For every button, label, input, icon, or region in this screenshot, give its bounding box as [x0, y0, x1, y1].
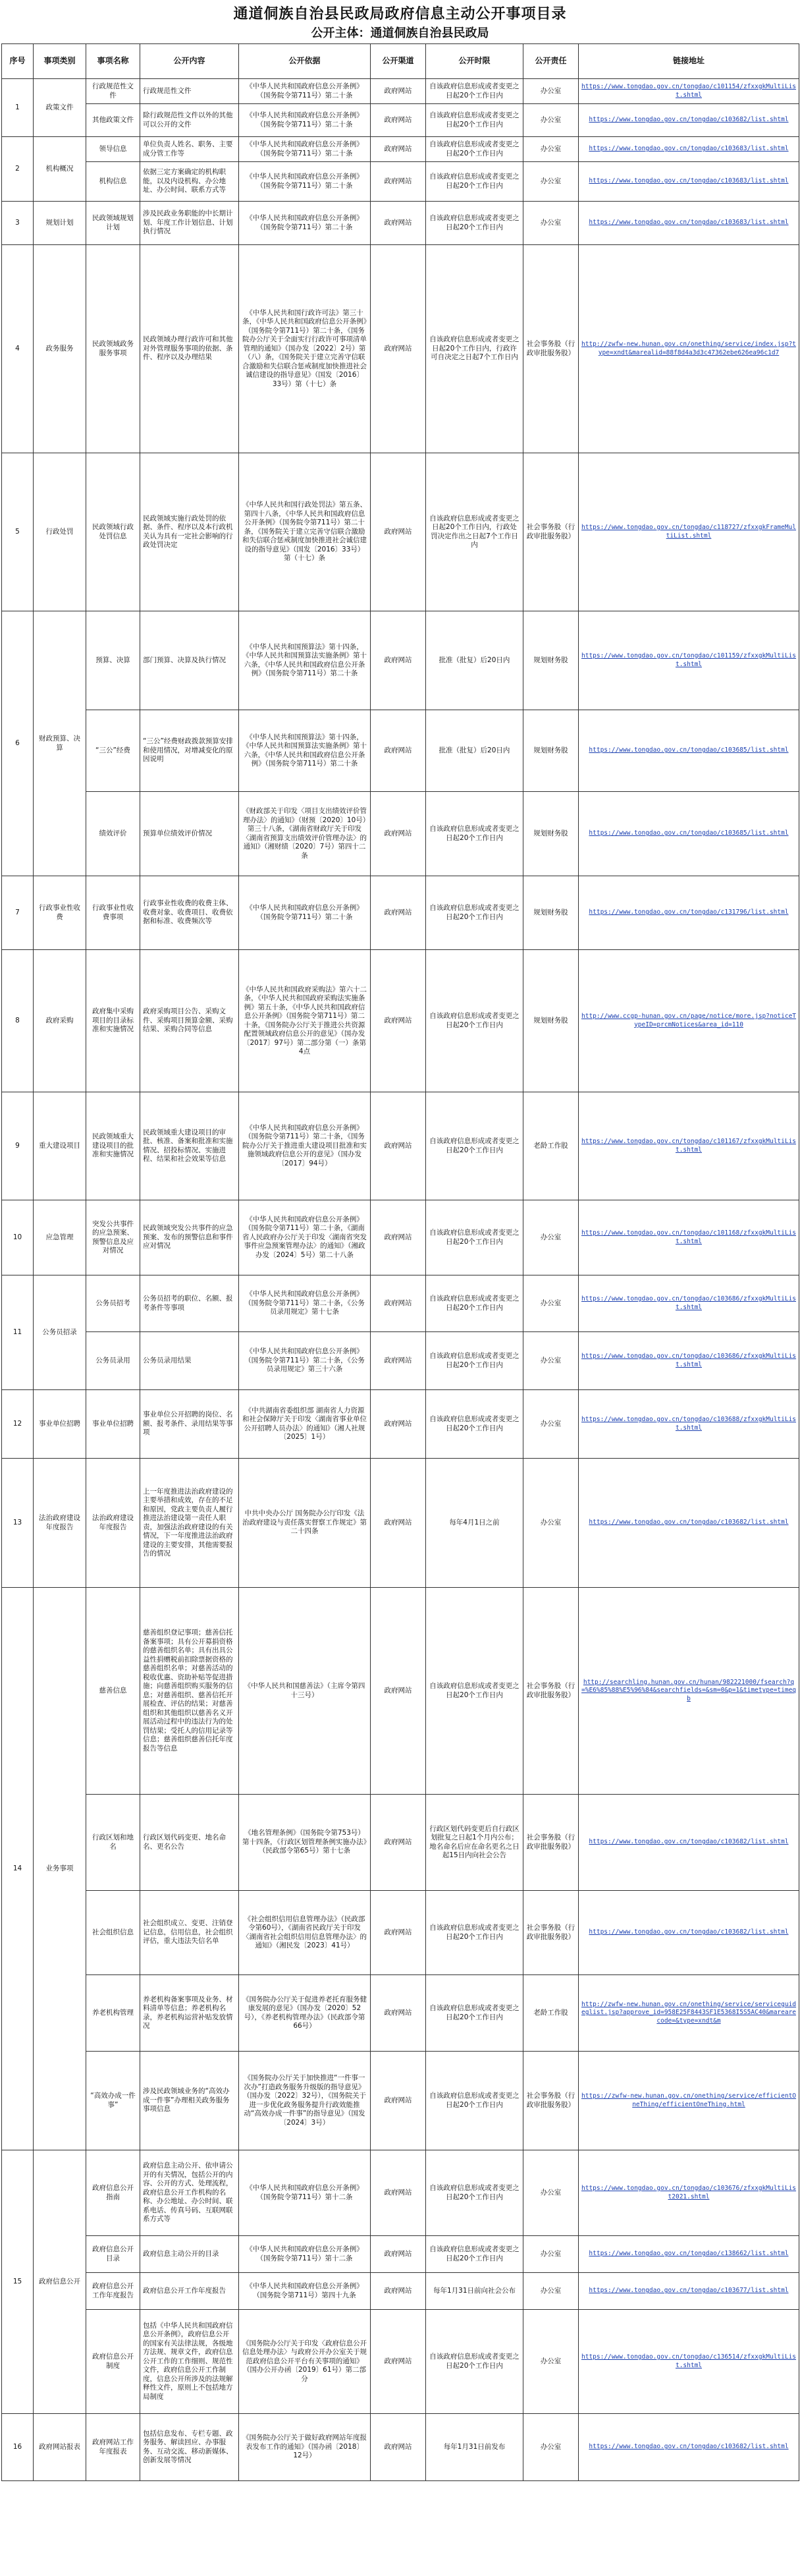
table-header-row: [2, 44, 799, 79]
table-row: [2, 1891, 799, 1975]
cell-content: 包括《中华人民共和国政府信息公开条例》，政府信息公开的国家有关法律法规，各级地方法规、规章文件，政府信息公开工作的工作细则、规范性文件，政府信息公开工作制度，信息公开所涉及的法规解释性文件，原则上不包括地方局制度: [140, 2310, 239, 2414]
cell-channel: 政府网站: [371, 1332, 426, 1390]
table-row: [2, 1390, 799, 1459]
link-url[interactable]: https://www.tongdao.gov.cn/tongdao/c101167/zfxxgkMultiList.shtml: [581, 1138, 797, 1154]
link-url[interactable]: https://www.tongdao.gov.cn/tongdao/c131796/list.shtml: [589, 909, 789, 916]
cell-category: 业务事项: [34, 1588, 86, 2150]
table-row: [2, 162, 799, 202]
cell-time-limit: 自该政府信息形成或者变更之日起20个工作日内: [426, 1588, 523, 1795]
cell-link: [579, 710, 799, 792]
cell-channel: 政府网站: [371, 1200, 426, 1275]
cell-responsibility: 规划财务股: [523, 950, 579, 1092]
table-row: [2, 2236, 799, 2273]
link-url[interactable]: https://www.tongdao.gov.cn/tongdao/c103686/zfxxgkMultiList.shtml: [581, 1353, 797, 1368]
table-row: [2, 876, 799, 950]
cell-channel: 政府网站: [371, 79, 426, 104]
cell-link: [579, 1588, 799, 1795]
table-row: [2, 245, 799, 453]
cell-responsibility: 办公室: [523, 2273, 579, 2310]
cell-category: 政策文件: [34, 79, 86, 137]
cell-time-limit: 自该政府信息形成或者变更之日起20个工作日内: [426, 2310, 523, 2414]
cell-channel: 政府网站: [371, 104, 426, 137]
cell-item-name: 政府信息公开制度: [86, 2310, 140, 2414]
cell-responsibility: 社会事务股（行政审批服务股）: [523, 245, 579, 453]
cell-content: 政府采购项目公告、采购文件、采购项目预算金额、采购结果、采购合同等信息: [140, 950, 239, 1092]
header-responsibility: 公开责任: [523, 44, 579, 79]
cell-link: [579, 876, 799, 950]
cell-seq: 1: [2, 79, 34, 137]
cell-category: 行政事业性收费: [34, 876, 86, 950]
cell-category: 应急管理: [34, 1200, 86, 1275]
cell-seq: 14: [2, 1588, 34, 2150]
cell-category: 行政处罚: [34, 453, 86, 611]
cell-category: 法治政府建设年度报告: [34, 1459, 86, 1588]
cell-responsibility: 老龄工作股: [523, 1975, 579, 2052]
cell-link: [579, 1092, 799, 1200]
cell-content: 涉及民政业务职能的中长期计划、年度工作计划信息、计划执行情况: [140, 202, 239, 245]
cell-channel: 政府网站: [371, 1588, 426, 1795]
cell-seq: 3: [2, 202, 34, 245]
cell-item-name: 法治政府建设年度报告: [86, 1459, 140, 1588]
cell-channel: 政府网站: [371, 453, 426, 611]
cell-content: 预算单位绩效评价情况: [140, 792, 239, 876]
table-row: [2, 950, 799, 1092]
cell-content: 包括信息发布、专栏专题、政务服务、解读回应、办事服务、互动交流、移动新媒体、创新发展等情况: [140, 2414, 239, 2481]
table-row: [2, 1588, 799, 1795]
cell-content: 事业单位公开招聘的岗位、名额、报考条件、录用结果等事项: [140, 1390, 239, 1459]
cell-basis: 《中华人民共和国政府信息公开条例》（国务院令第711号）第二十条，《公务员录用规定》第十七条: [239, 1275, 371, 1332]
cell-responsibility: 办公室: [523, 2310, 579, 2414]
cell-content: 民政领域重大建设项目的审批、核准、备案和批准和实施情况、招投标情况、实施进程、结果和社会效果等信息: [140, 1092, 239, 1200]
link-url[interactable]: https://zwfw-new.hunan.gov.cn/onething/service/efficientOneThing/efficientOneThing.html: [581, 2092, 797, 2108]
cell-item-name: “三公”经费: [86, 710, 140, 792]
cell-item-name: 其他政策文件: [86, 104, 140, 137]
cell-category: 重大建设项目: [34, 1092, 86, 1200]
header-item-name: 事项名称: [86, 44, 140, 79]
cell-link: [579, 137, 799, 162]
cell-responsibility: 办公室: [523, 1275, 579, 1332]
link-url[interactable]: https://www.tongdao.gov.cn/tongdao/c103685/list.shtml: [589, 829, 789, 837]
cell-link: [579, 1459, 799, 1588]
cell-basis: 《国务院办公厅关于促进养老托育服务健康发展的意见》（国办发〔2020〕52号），《养老机构管理办法》（民政部令第66号）: [239, 1975, 371, 2052]
link-url[interactable]: https://www.tongdao.gov.cn/tongdao/c103683/list.shtml: [589, 145, 789, 153]
page-subtitle: 公开主体：通道侗族自治县民政局: [311, 26, 489, 40]
cell-basis: 《中华人民共和国行政许可法》第三十条，《中华人民共和国政府信息公开条例》（国务院令第711号）第二十条，《国务院办公厅关于全面实行行政许可事项清单管理的通知》（国办发〔2022〕2号）第（八）条，《国务院关于建立完善守信联合激励和失信联合惩戒制度加快推进社会诚信建设的指导意见》（国发〔2016〕33号）第（十七）条: [239, 245, 371, 453]
cell-basis: 《中华人民共和国政府信息公开条例》（国务院令第711号）第二十条: [239, 137, 371, 162]
cell-content: 公务员招考的职位、名额、报考条件等事项: [140, 1275, 239, 1332]
cell-item-name: 政府集中采购项目的目录标准和实施情况: [86, 950, 140, 1092]
cell-link: [579, 950, 799, 1092]
cell-content: 依据三定方案确定的机构职能，以及内设机构、办公地址、办公时间、联系方式等: [140, 162, 239, 202]
cell-item-name: 社会组织信息: [86, 1891, 140, 1975]
cell-content: 除行政规范性文件以外的其他可以公开的文件: [140, 104, 239, 137]
cell-basis: 《中华人民共和国政府信息公开条例》（国务院令第711号）第二十条，《公务员录用规定》第三十六条: [239, 1332, 371, 1390]
cell-responsibility: 规划财务股: [523, 876, 579, 950]
header-time-limit: 公开时限: [426, 44, 523, 79]
header-channel: 公开渠道: [371, 44, 426, 79]
cell-responsibility: 办公室: [523, 162, 579, 202]
cell-item-name: 行政事业性收费事项: [86, 876, 140, 950]
cell-item-name: 慈善信息: [86, 1588, 140, 1795]
cell-item-name: 行政规范性文件: [86, 79, 140, 104]
cell-item-name: 民政领域重大建设项目的批准和实施情况: [86, 1092, 140, 1200]
cell-channel: 政府网站: [371, 792, 426, 876]
cell-channel: 政府网站: [371, 710, 426, 792]
cell-basis: 《国务院办公厅关于加快推进“一件事一次办”打造政务服务升级版的指导意见》（国办发〔2022〕32号），《国务院关于进一步优化政务服务提升行政效能推动“高效办成一件事”的指导意见》（国发〔2024〕3号）: [239, 2052, 371, 2150]
cell-basis: 《中华人民共和国政府信息公开条例》（国务院令第711号）第二十条: [239, 104, 371, 137]
cell-responsibility: 社会事务股（行政审批服务股）: [523, 453, 579, 611]
table-row: [2, 79, 799, 104]
table-row: [2, 2273, 799, 2310]
cell-seq: 9: [2, 1092, 34, 1200]
cell-link: [579, 1795, 799, 1891]
cell-responsibility: 办公室: [523, 2236, 579, 2273]
table-row: [2, 611, 799, 710]
cell-item-name: 养老机构管理: [86, 1975, 140, 2052]
cell-time-limit: 批准（批复）后20日内: [426, 710, 523, 792]
cell-link: [579, 1891, 799, 1975]
cell-item-name: 预算、决算: [86, 611, 140, 710]
cell-time-limit: 自该政府信息形成或者变更之日起20个工作日内: [426, 162, 523, 202]
cell-time-limit: 自该政府信息形成或者变更之日起20个工作日内: [426, 1975, 523, 2052]
cell-responsibility: 办公室: [523, 2150, 579, 2236]
link-url[interactable]: https://www.tongdao.gov.cn/tongdao/c103682/list.shtml: [589, 1519, 789, 1526]
cell-basis: 《中华人民共和国政府信息公开条例》（国务院令第711号）第二十条: [239, 79, 371, 104]
cell-content: 部门预算、决算及执行情况: [140, 611, 239, 710]
cell-responsibility: 规划财务股: [523, 611, 579, 710]
cell-basis: 《中华人民共和国政府信息公开条例》（国务院令第711号）第四十九条: [239, 2273, 371, 2310]
cell-responsibility: 办公室: [523, 2414, 579, 2481]
cell-item-name: 公务员招考: [86, 1275, 140, 1332]
cell-link: [579, 162, 799, 202]
cell-item-name: 领导信息: [86, 137, 140, 162]
cell-item-name: 民政领域政务服务事项: [86, 245, 140, 453]
cell-link: [579, 1390, 799, 1459]
cell-seq: 8: [2, 950, 34, 1092]
cell-basis: 中共中央办公厅 国务院办公厅印发《法治政府建设与责任落实督察工作规定》第二十四条: [239, 1459, 371, 1588]
cell-item-name: 突发公共事件的应急预案、预警信息及应对情况: [86, 1200, 140, 1275]
table-row: [2, 1459, 799, 1588]
header-seq: 序号: [2, 44, 34, 79]
cell-link: [579, 611, 799, 710]
cell-link: [579, 2150, 799, 2236]
table-row: [2, 710, 799, 792]
link-url[interactable]: https://www.tongdao.gov.cn/tongdao/c103686/zfxxgkMultiList.shtml: [581, 1295, 797, 1311]
cell-link: [579, 2310, 799, 2414]
header-content: 公开内容: [140, 44, 239, 79]
cell-time-limit: 自该政府信息形成或者变更之日起20个工作日内: [426, 1275, 523, 1332]
link-url[interactable]: https://www.tongdao.gov.cn/tongdao/c103682/list.shtml: [589, 2443, 789, 2451]
cell-channel: 政府网站: [371, 950, 426, 1092]
cell-category: 政府网站报表: [34, 2414, 86, 2481]
cell-seq: 11: [2, 1275, 34, 1390]
cell-basis: 《中华人民共和国预算法》第十四条，《中华人民共和国预算法实施条例》第十六条，《中华人民共和国政府信息公开条例》（国务院令第711号）第二十条: [239, 611, 371, 710]
link-url[interactable]: https://www.tongdao.gov.cn/tongdao/c101159/zfxxgkMultiList.shtml: [581, 652, 797, 668]
cell-channel: 政府网站: [371, 1092, 426, 1200]
cell-category: 规划计划: [34, 202, 86, 245]
cell-time-limit: 自该政府信息形成或者变更之日起20个工作日内: [426, 950, 523, 1092]
cell-link: [579, 1975, 799, 2052]
cell-item-name: 行政区划和地名: [86, 1795, 140, 1891]
cell-content: 社会组织成立、变更、注销登记信息，信用信息，社会组织评估，重大违法失信名单: [140, 1891, 239, 1975]
link-url[interactable]: https://www.tongdao.gov.cn/tongdao/c136514/zfxxgkMultiList.shtml: [581, 2353, 797, 2369]
cell-basis: 《中华人民共和国政府信息公开条例》（国务院令第711号）第二十条，《国务院办公厅关于推进重大建设项目批准和实施领域政府信息公开的意见》（国办发〔2017〕94号）: [239, 1092, 371, 1200]
cell-responsibility: 办公室: [523, 79, 579, 104]
cell-responsibility: 办公室: [523, 1459, 579, 1588]
cell-time-limit: 自该政府信息形成或者变更之日起20个工作日内: [426, 202, 523, 245]
cell-link: [579, 104, 799, 137]
cell-time-limit: 自该政府信息形成或者变更之日起20个工作日内: [426, 792, 523, 876]
cell-time-limit: 每年1月31日前向社会公布: [426, 2273, 523, 2310]
cell-content: 政府信息主动公开、依申请公开的有关情况，包括公开的内容、公开的方式、处理流程，政府信息公开工作机构的名称、办公地址、办公时间、联系电话、传真号码、互联网联系方式等: [140, 2150, 239, 2236]
cell-content: 行政事业性收费的收费主体、收费对象、收费项目、收费依据和标准、收费频次等: [140, 876, 239, 950]
link-url[interactable]: https://www.tongdao.gov.cn/tongdao/c103676/zfxxgkMultiList2021.shtml: [581, 2185, 797, 2200]
cell-category: 事业单位招聘: [34, 1390, 86, 1459]
cell-channel: 政府网站: [371, 2150, 426, 2236]
cell-category: 政府信息公开: [34, 2150, 86, 2414]
cell-basis: 《国务院办公厅关于做好政府网站年度报表发布工作的通知》（国办函〔2018〕12号）: [239, 2414, 371, 2481]
link-url[interactable]: https://www.tongdao.gov.cn/tongdao/c103683/list.shtml: [589, 177, 789, 185]
cell-category: 机构概况: [34, 137, 86, 202]
cell-time-limit: 行政区划代码变更后自行政区划批复之日起1个月内公布；地名命名后应在命名更名之日起15日内向社会公告: [426, 1795, 523, 1891]
cell-channel: 政府网站: [371, 1975, 426, 2052]
cell-responsibility: 老龄工作股: [523, 1092, 579, 1200]
cell-seq: 13: [2, 1459, 34, 1588]
link-url[interactable]: https://www.tongdao.gov.cn/tongdao/c103682/list.shtml: [589, 1928, 789, 1936]
cell-content: 行政区划代码变更、地名命名、更名公告: [140, 1795, 239, 1891]
link-url[interactable]: https://www.tongdao.gov.cn/tongdao/c103682/list.shtml: [589, 1838, 789, 1846]
cell-item-name: 政府网站工作年度报表: [86, 2414, 140, 2481]
cell-time-limit: 自该政府信息形成或者变更之日起20个工作日内: [426, 2052, 523, 2150]
table-row: [2, 2414, 799, 2481]
table-row: [2, 202, 799, 245]
cell-time-limit: 自该政府信息形成或者变更之日起20个工作日内: [426, 79, 523, 104]
cell-channel: 政府网站: [371, 1891, 426, 1975]
cell-basis: 《中华人民共和国预算法》第十四条，《中华人民共和国预算法实施条例》第十六条，《中华人民共和国政府信息公开条例》（国务院令第711号）第二十条: [239, 710, 371, 792]
table-row: [2, 2150, 799, 2236]
cell-item-name: 机构信息: [86, 162, 140, 202]
cell-responsibility: 社会事务股（行政审批服务股）: [523, 1588, 579, 1795]
cell-channel: 政府网站: [371, 1795, 426, 1891]
cell-channel: 政府网站: [371, 245, 426, 453]
cell-time-limit: 自该政府信息形成或者变更之日起20个工作日内: [426, 2150, 523, 2236]
cell-link: [579, 2414, 799, 2481]
cell-time-limit: 每年1月31日前发布: [426, 2414, 523, 2481]
cell-responsibility: 规划财务股: [523, 710, 579, 792]
cell-seq: 4: [2, 245, 34, 453]
cell-item-name: 民政领域行政处罚信息: [86, 453, 140, 611]
cell-channel: 政府网站: [371, 2310, 426, 2414]
link-url[interactable]: https://www.tongdao.gov.cn/tongdao/c118727/zfxxgkFrameMultiList.shtml: [581, 524, 797, 540]
cell-content: 民政领域实施行政处罚的依据、条件、程序以及本行政机关认为具有一定社会影响的行政处罚决定: [140, 453, 239, 611]
link-url[interactable]: https://www.tongdao.gov.cn/tongdao/c103682/list.shtml: [589, 116, 789, 124]
table-row: [2, 1092, 799, 1200]
cell-seq: 10: [2, 1200, 34, 1275]
cell-content: 单位负责人姓名、职务、主要成分管工作等: [140, 137, 239, 162]
cell-item-name: 政府信息公开工作年度报告: [86, 2273, 140, 2310]
link-url[interactable]: http://zwfw-new.hunan.gov.cn/onething/service/index.jsp?type=xndt&marealid=88f8d4a3d3c47362ebe626ea96c1d7: [581, 341, 797, 356]
cell-responsibility: 规划财务股: [523, 792, 579, 876]
cell-channel: 政府网站: [371, 2052, 426, 2150]
cell-responsibility: 办公室: [523, 202, 579, 245]
cell-responsibility: 办公室: [523, 1200, 579, 1275]
cell-channel: 政府网站: [371, 1459, 426, 1588]
table-row: [2, 2052, 799, 2150]
cell-link: [579, 2052, 799, 2150]
cell-category: 公务员招录: [34, 1275, 86, 1390]
cell-time-limit: 每年4月1日之前: [426, 1459, 523, 1588]
cell-time-limit: 自该政府信息形成或者变更之日起20个工作日内，行政处罚决定作出之日起7个工作日内: [426, 453, 523, 611]
table-row: [2, 1200, 799, 1275]
cell-content: 政府信息主动公开的目录: [140, 2236, 239, 2273]
cell-basis: 《中共湖南省委组织部 湖南省人力资源和社会保障厅关于印发〈湖南省事业单位公开招聘人员办法〉的通知》（湘人社规〔2025〕1号）: [239, 1390, 371, 1459]
cell-content: 养老机构备案事项及业务、材料清单等信息；养老机构名录，养老机构运营补贴发放情况: [140, 1975, 239, 2052]
cell-responsibility: 社会事务股（行政审批服务股）: [523, 1795, 579, 1891]
cell-time-limit: 自该政府信息形成或者变更之日起20个工作日内: [426, 1332, 523, 1390]
link-url[interactable]: https://www.tongdao.gov.cn/tongdao/c103688/zfxxgkMultiList.shtml: [581, 1416, 797, 1432]
link-url[interactable]: http://searchling.hunan.gov.cn/hunan/982221000/fsearch?q=%E6%85%88%E5%96%84&searchfields=&sm=0&p=1&timetype=timeqb: [581, 1678, 797, 1702]
cell-channel: 政府网站: [371, 876, 426, 950]
cell-time-limit: 自该政府信息形成或者变更之日起20个工作日内: [426, 1200, 523, 1275]
table-row: [2, 792, 799, 876]
cell-time-limit: 批准（批复）后20日内: [426, 611, 523, 710]
cell-content: 上一年度推进法治政府建设的主要举措和成效，存在的不足和原因，党政主要负责人履行推进法治建设第一责任人职责，加强法治政府建设的有关情况，下一年度推进法治政府建设的主要安排，其他需要报告的情况: [140, 1459, 239, 1588]
cell-link: [579, 792, 799, 876]
cell-responsibility: 办公室: [523, 137, 579, 162]
cell-link: [579, 2273, 799, 2310]
cell-channel: 政府网站: [371, 202, 426, 245]
table-body: [2, 79, 799, 2481]
cell-seq: 7: [2, 876, 34, 950]
table-row: [2, 453, 799, 611]
cell-link: [579, 1275, 799, 1332]
cell-content: 民政领域突发公共事件的应急预案、发布的预警信息和事件应对情况: [140, 1200, 239, 1275]
cell-basis: 《中华人民共和国政府信息公开条例》（国务院令第711号）第十二条: [239, 2150, 371, 2236]
cell-basis: 《中华人民共和国政府信息公开条例》（国务院令第711号）第二十条: [239, 162, 371, 202]
cell-basis: 《中华人民共和国政府信息公开条例》（国务院令第711号）第二十条: [239, 876, 371, 950]
cell-seq: 12: [2, 1390, 34, 1459]
cell-content: 民政领域办理行政许可和其他对外管理服务事项的依据、条件、程序以及办理结果: [140, 245, 239, 453]
cell-time-limit: 自该政府信息形成或者变更之日起20个工作日内: [426, 1390, 523, 1459]
link-url[interactable]: https://www.tongdao.gov.cn/tongdao/c103677/list.shtml: [589, 2287, 789, 2295]
disclosure-table: [1, 43, 799, 2481]
cell-basis: 《中华人民共和国政府采购法》第六十二条，《中华人民共和国政府采购法实施条例》第五十条，《中华人民共和国政府信息公开条例》（国务院令第711号）第二十条，《国务院办公厅关于推进公共资源配置领域政府信息公开的意见》（国办发〔2017〕97号）第二部分第（一）条第4点: [239, 950, 371, 1092]
link-url[interactable]: https://www.tongdao.gov.cn/tongdao/c138662/list.shtml: [589, 2250, 789, 2258]
cell-channel: 政府网站: [371, 1275, 426, 1332]
cell-responsibility: 办公室: [523, 1332, 579, 1390]
cell-link: [579, 202, 799, 245]
cell-link: [579, 1332, 799, 1390]
cell-item-name: 公务员录用: [86, 1332, 140, 1390]
cell-seq: 2: [2, 137, 34, 202]
cell-item-name: 绩效评价: [86, 792, 140, 876]
cell-basis: 《社会组织信用信息管理办法》（民政部令第60号），《湖南省民政厅关于印发〈湖南省社会组织信用信息管理办法〉的通知》（湘民发〔2023〕41号）: [239, 1891, 371, 1975]
cell-basis: 《财政部关于印发〈项目支出绩效评价管理办法〉的通知》（财预〔2020〕10号）第三十八条，《湖南省财政厅关于印发〈湖南省预算支出绩效评价管理办法〉的通知》（湘财绩〔2020〕7号）第四十二条: [239, 792, 371, 876]
cell-link: [579, 79, 799, 104]
cell-time-limit: 自该政府信息形成或者变更之日起20个工作日内: [426, 1891, 523, 1975]
cell-responsibility: 社会事务股（行政审批服务股）: [523, 2052, 579, 2150]
cell-content: 公务员录用结果: [140, 1332, 239, 1390]
cell-item-name: “高效办成一件事”: [86, 2052, 140, 2150]
cell-channel: 政府网站: [371, 162, 426, 202]
cell-category: 政府采购: [34, 950, 86, 1092]
cell-channel: 政府网站: [371, 137, 426, 162]
cell-time-limit: 自该政府信息形成或者变更之日起20个工作日内: [426, 1092, 523, 1200]
table-row: [2, 1975, 799, 2052]
table-row: [2, 137, 799, 162]
cell-link: [579, 453, 799, 611]
cell-channel: 政府网站: [371, 2236, 426, 2273]
cell-basis: 《中华人民共和国政府信息公开条例》（国务院令第711号）第二十条: [239, 202, 371, 245]
cell-link: [579, 245, 799, 453]
cell-category: 政务服务: [34, 245, 86, 453]
cell-time-limit: 自该政府信息形成或者变更之日起20个工作日内，行政许可自决定之日起7个工作日内: [426, 245, 523, 453]
cell-link: [579, 1200, 799, 1275]
cell-seq: 5: [2, 453, 34, 611]
table-row: [2, 2310, 799, 2414]
cell-item-name: 政府信息公开目录: [86, 2236, 140, 2273]
cell-basis: 《地名管理条例》（国务院令第753号）第十四条，《行政区划管理条例实施办法》（民政部令第65号）第十七条: [239, 1795, 371, 1891]
cell-basis: 《中华人民共和国政府信息公开条例》（国务院令第711号）第十二条: [239, 2236, 371, 2273]
cell-category: 财政预算、决算: [34, 611, 86, 876]
link-url[interactable]: https://www.tongdao.gov.cn/tongdao/c103685/list.shtml: [589, 746, 789, 754]
table-row: [2, 1332, 799, 1390]
cell-seq: 15: [2, 2150, 34, 2414]
cell-basis: 《中华人民共和国慈善法》（主席令第四十三号）: [239, 1588, 371, 1795]
cell-time-limit: 自该政府信息形成或者变更之日起20个工作日内: [426, 2236, 523, 2273]
cell-item-name: 政府信息公开指南: [86, 2150, 140, 2236]
cell-channel: 政府网站: [371, 2414, 426, 2481]
cell-content: 慈善组织登记事项；慈善信托备案事项；具有公开募捐资格的慈善组织名单；具有出具公益性捐赠税前扣除票据资格的慈善组织名单；对慈善活动的税收优惠、资助补贴等促进措施；向慈善组织购买服务的信息；对慈善组织、慈善信托开展检查、评估的结果；对慈善组织和其他组织以慈善名义开展活动过程中的违法行为的处罚结果；受托人的信用记录等信息；慈善组织慈善信托年度报告等信息: [140, 1588, 239, 1795]
table-row: [2, 1275, 799, 1332]
link-url[interactable]: https://www.tongdao.gov.cn/tongdao/c101154/zfxxgkMultiList.shtml: [581, 83, 797, 99]
cell-link: [579, 2236, 799, 2273]
cell-basis: 《中华人民共和国政府信息公开条例》（国务院令第711号）第二十条，《湖南省人民政府办公厅关于印发〈湖南省突发事件应急预案管理办法〉的通知》（湘政办发〔2024〕5号）第二十八条: [239, 1200, 371, 1275]
table-row: [2, 104, 799, 137]
cell-seq: 6: [2, 611, 34, 876]
cell-time-limit: 自该政府信息形成或者变更之日起20个工作日内: [426, 876, 523, 950]
link-url[interactable]: https://www.tongdao.gov.cn/tongdao/c101168/zfxxgkMultiList.shtml: [581, 1229, 797, 1245]
header-link: 链接地址: [579, 44, 799, 79]
cell-item-name: 事业单位招聘: [86, 1390, 140, 1459]
cell-channel: 政府网站: [371, 2273, 426, 2310]
cell-basis: 《中华人民共和国行政处罚法》第五条、第四十八条，《中华人民共和国政府信息公开条例》（国务院令第711号）第二十条，《国务院关于建立完善守信联合激励和失信联合惩戒制度加快推进社会诚信建设的指导意见》（国发〔2016〕33号）第（十七）条: [239, 453, 371, 611]
cell-channel: 政府网站: [371, 1390, 426, 1459]
cell-channel: 政府网站: [371, 611, 426, 710]
cell-responsibility: 办公室: [523, 104, 579, 137]
header-basis: 公开依据: [239, 44, 371, 79]
cell-time-limit: 自该政府信息形成或者变更之日起20个工作日内: [426, 104, 523, 137]
cell-content: 政府信息公开工作年度报告: [140, 2273, 239, 2310]
cell-basis: 《国务院办公厅关于印发〈政府信息公开信息处理办法〉与政府公开办公室关于规范政府信息公开平台有关事项的通知》（国办公开办函〔2019〕61号）第二部分: [239, 2310, 371, 2414]
link-url[interactable]: http://zwfw-new.hunan.gov.cn/onething/service/serviceguideglist.jsp?approve_id=958E25F8443SF1E5368I5S5AC40&marearecode=&type=xndt&m: [581, 2000, 797, 2025]
cell-time-limit: 自该政府信息形成或者变更之日起20个工作日内: [426, 137, 523, 162]
cell-item-name: 民政领域规划计划: [86, 202, 140, 245]
link-url[interactable]: http://www.ccgp-hunan.gov.cn/page/notice/more.jsp?noticeTypeID=prcmNotices&area_id=110: [581, 1013, 797, 1028]
cell-content: 行政规范性文件: [140, 79, 239, 104]
header-category: 事项类别: [34, 44, 86, 79]
cell-content: 涉及民政领域业务的“高效办成一件事”办理相关政务服务事项信息: [140, 2052, 239, 2150]
cell-responsibility: 社会事务股（行政审批服务股）: [523, 1891, 579, 1975]
cell-seq: 16: [2, 2414, 34, 2481]
cell-responsibility: 办公室: [523, 1390, 579, 1459]
page-title: 通道侗族自治县民政局政府信息主动公开事项目录: [233, 6, 567, 22]
table-row: [2, 1795, 799, 1891]
cell-content: “三公”经费财政拨款预算安排和使用情况，对增减变化的原因说明: [140, 710, 239, 792]
link-url[interactable]: https://www.tongdao.gov.cn/tongdao/c103683/list.shtml: [589, 219, 789, 227]
